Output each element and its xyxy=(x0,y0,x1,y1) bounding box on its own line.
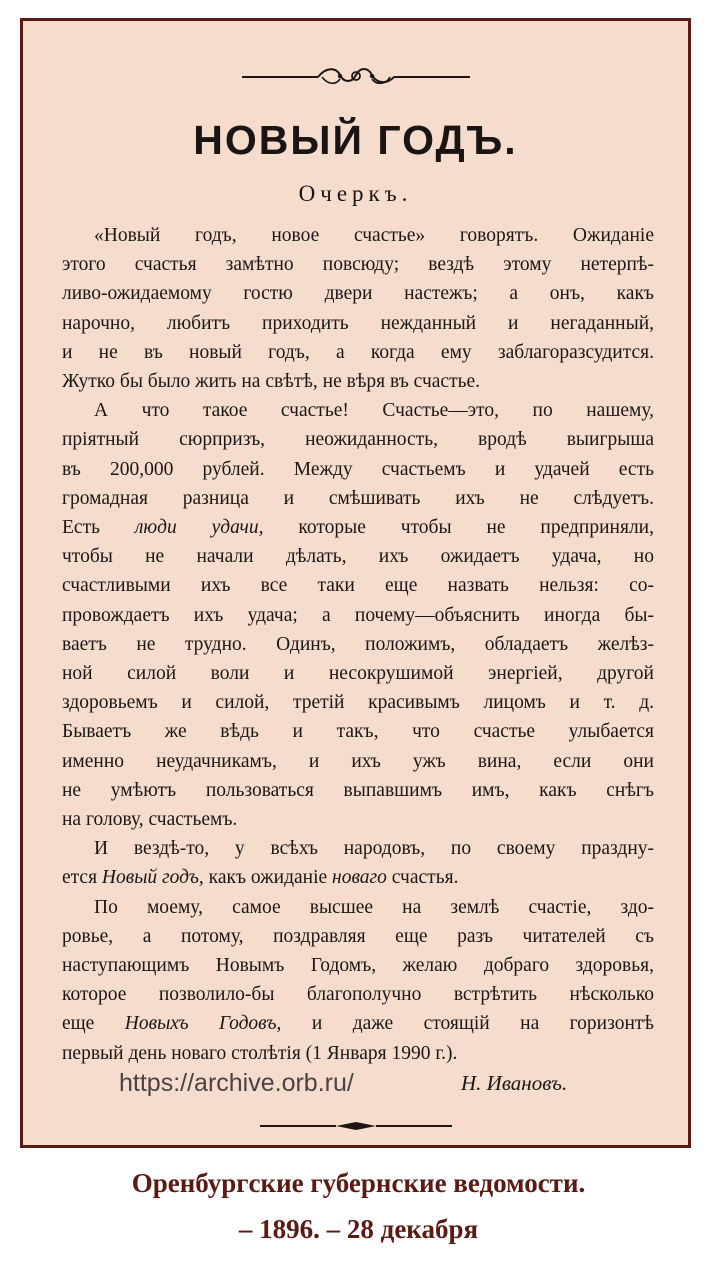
text-line: здоровьемъ и силой, третій красивымъ лицомъ и т. д. xyxy=(62,692,654,714)
text-line: ваетъ не трудно. Одинъ, положимъ, обладаетъ желѣз- xyxy=(62,633,654,655)
text-line: ливо-ожидаемому гостю двери настежъ; а онъ, какъ xyxy=(62,283,654,305)
text-line: въ 200,000 рублей. Между счастьемъ и удачей есть xyxy=(62,458,654,480)
italic-phrase: новаго xyxy=(332,867,387,889)
author-signature: Н. Ивановъ. xyxy=(461,1071,568,1095)
watermark-url: https://archive.orb.ru/ xyxy=(119,1069,354,1097)
text-line: Бываетъ же вѣдь и такъ, что счастье улыбается xyxy=(62,721,654,743)
text-line: наступающимъ Новымъ Годомъ, желаю добраго здоровья, xyxy=(62,955,654,977)
text-line: нарочно, любитъ приходить нежданный и негаданный, xyxy=(62,312,654,334)
text-line: которое позволило-бы благополучно встрѣтить нѣсколько xyxy=(62,984,654,1006)
paragraph-1 xyxy=(62,221,654,396)
text-line: не умѣютъ пользоваться выпавшимъ имъ, какъ снѣгъ xyxy=(62,779,654,801)
text-line: первый день новаго столѣтія (1 Января 1990 г.). xyxy=(62,1042,458,1064)
floral-divider-icon xyxy=(23,63,688,89)
paragraph-3 xyxy=(62,834,654,892)
text-line: ровье, а потому, поздравляя еще разъ читателей съ xyxy=(62,925,654,947)
text-line: Жутко бы было жить на свѣтѣ, не вѣря въ счастье. xyxy=(62,371,481,393)
article-title: НОВЫЙ ГОДЪ. xyxy=(193,117,518,163)
caption-line: – 1896. – 28 декабря xyxy=(238,1214,479,1244)
text-line: счастливыми ихъ все таки еще назвать нельзя: со- xyxy=(62,575,654,597)
newspaper-clipping xyxy=(20,18,691,1148)
text-line: «Новый годъ, новое счастье» говорятъ. Ожиданіе xyxy=(94,225,654,246)
source-caption xyxy=(0,1160,717,1252)
text-line: По моему, самое высшее на землѣ счастіе, здо- xyxy=(94,896,654,918)
text-line: еще Новыхъ Годовъ, и даже стоящій на горизонтѣ xyxy=(62,1013,654,1035)
article-body xyxy=(62,221,654,1068)
text-line: и не въ новый годъ, а когда ему заблагоразсудится. xyxy=(62,341,654,363)
text-line: громадная разница и смѣшивать ихъ не слѣдуетъ. xyxy=(62,487,654,509)
italic-phrase: Новый годъ, xyxy=(101,867,204,889)
text-line: И вездѣ-то, у всѣхъ народовъ, по своему праздну- xyxy=(94,838,654,860)
italic-phrase: люди удачи, xyxy=(134,517,264,539)
text-line: чтобы не начали дѣлать, ихъ ожидаетъ удача, но xyxy=(62,546,654,568)
text-line: А что такое счастье! Счастье—это, по нашему, xyxy=(94,400,654,422)
line-divider-icon xyxy=(23,1119,688,1133)
italic-phrase: Новыхъ Годовъ, xyxy=(124,1013,282,1035)
paragraph-2 xyxy=(62,396,654,834)
text-line: именно неудачникамъ, и ихъ ужъ вина, если они xyxy=(62,750,654,772)
paragraph-4 xyxy=(62,893,654,1068)
text-line: этого счастья замѣтно повсюду; вездѣ этому нетерпѣ- xyxy=(62,254,654,276)
text-line: пріятный сюрпризъ, неожиданность, вродѣ выигрыша xyxy=(62,429,654,451)
text-line: на голову, счастьемъ. xyxy=(62,809,238,831)
text-line: ется Новый годъ, какъ ожиданіе новаго счастья. xyxy=(62,867,459,889)
article-subtitle: Очеркъ. xyxy=(298,181,413,206)
text-line: провождаетъ ихъ удача; а почему—объяснить иногда бы- xyxy=(62,604,654,626)
text-line: Есть люди удачи, которые чтобы не предприняли, xyxy=(62,517,654,539)
text-line: ной силой воли и несокрушимой энергіей, другой xyxy=(62,663,654,685)
caption-line: Оренбургские губернские ведомости. xyxy=(131,1168,586,1198)
